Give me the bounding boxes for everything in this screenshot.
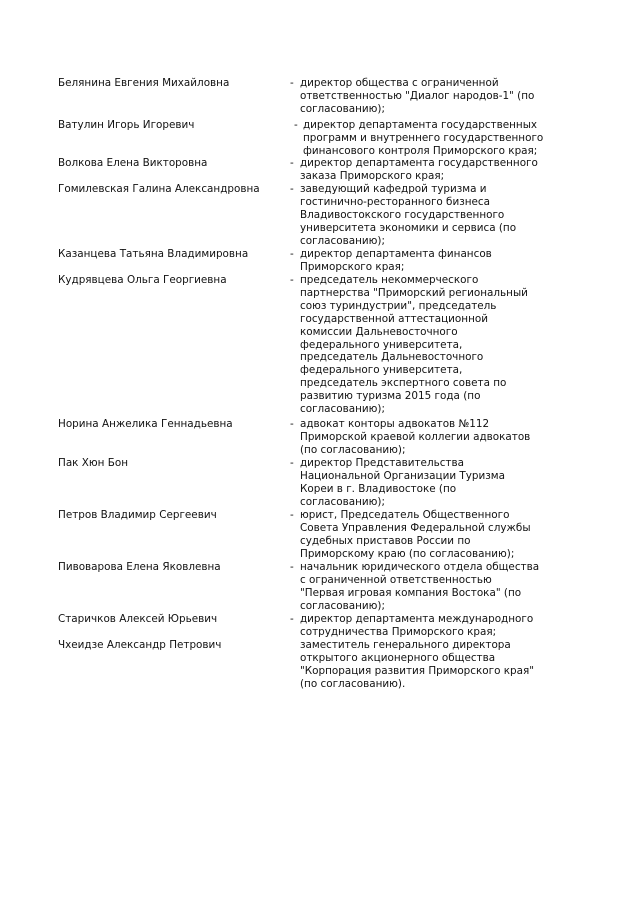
member-name: Пак Хюн Бон: [58, 457, 128, 469]
member-name: Пивоварова Елена Яковлевна: [58, 561, 221, 573]
member-role: директор департамента государственного заказа Приморского края;: [300, 157, 538, 182]
member-role: директор департамента международного сотрудничества Приморского края;: [300, 613, 534, 638]
dash-separator: -: [290, 157, 294, 169]
dash-separator: -: [290, 274, 294, 286]
dash-separator: -: [290, 509, 294, 521]
member-role: адвокат конторы адвокатов №112 Приморской краевой коллегии адвокатов (по согласованию);: [300, 418, 531, 456]
member-role: директор департамента государственных программ и внутреннего государственного финансового контроля Приморского края;: [303, 119, 544, 157]
member-role: директор общества с ограниченной ответственностью "Диалог народов-1" (по согласованию);: [300, 77, 535, 115]
member-role: заведующий кафедрой туризма и гостинично-ресторанного бизнеса Владивостокского государственного университета экономики и сервиса (по согласованию);: [300, 183, 517, 247]
member-name: Кудрявцева Ольга Георгиевна: [58, 274, 227, 286]
member-role: заместитель генерального директора открытого акционерного общества "Корпорация развития Приморского края" (по согласованию).: [300, 639, 535, 690]
member-name: Казанцева Татьяна Владимировна: [58, 248, 249, 260]
member-role: директор департамента финансов Приморского края;: [300, 248, 492, 273]
member-role: начальник юридического отдела общества с ограниченной ответственностью "Первая игровая компания Востока" (по согласованию);: [300, 561, 540, 612]
member-role: директор Представительства Национальной Организации Туризма Кореи в г. Владивостоке (по согласованию);: [300, 457, 505, 508]
dash-separator: -: [290, 248, 294, 260]
member-role: председатель некоммерческого партнерства "Приморский региональный союз туриндустрии", председатель государственной аттестационной комиссии Дальневосточного федерального университета, председатель Дальневосточного федерального университета, председатель экспертного совета по развитию туризма 2015 года (по согласованию);: [300, 274, 528, 416]
member-name: Ватулин Игорь Игоревич: [58, 119, 195, 131]
dash-separator: -: [290, 418, 294, 430]
dash-separator: -: [290, 613, 294, 625]
dash-separator: -: [294, 119, 298, 131]
dash-separator: -: [290, 561, 294, 573]
member-name: Волкова Елена Викторовна: [58, 157, 208, 169]
dash-separator: -: [290, 457, 294, 469]
member-name: Гомилевская Галина Александровна: [58, 183, 260, 195]
dash-separator: -: [290, 183, 294, 195]
member-name: Старичков Алексей Юрьевич: [58, 613, 218, 625]
member-role: юрист, Председатель Общественного Совета Управления Федеральной службы судебных приставов России по Приморскому краю (по согласованию);: [300, 509, 531, 560]
dash-separator: -: [290, 77, 294, 89]
member-name: Чхеидзе Александр Петрович: [58, 639, 222, 651]
member-name: Белянина Евгения Михайловна: [58, 77, 230, 89]
member-name: Петров Владимир Сергеевич: [58, 509, 217, 521]
member-name: Норина Анжелика Геннадьевна: [58, 418, 233, 430]
